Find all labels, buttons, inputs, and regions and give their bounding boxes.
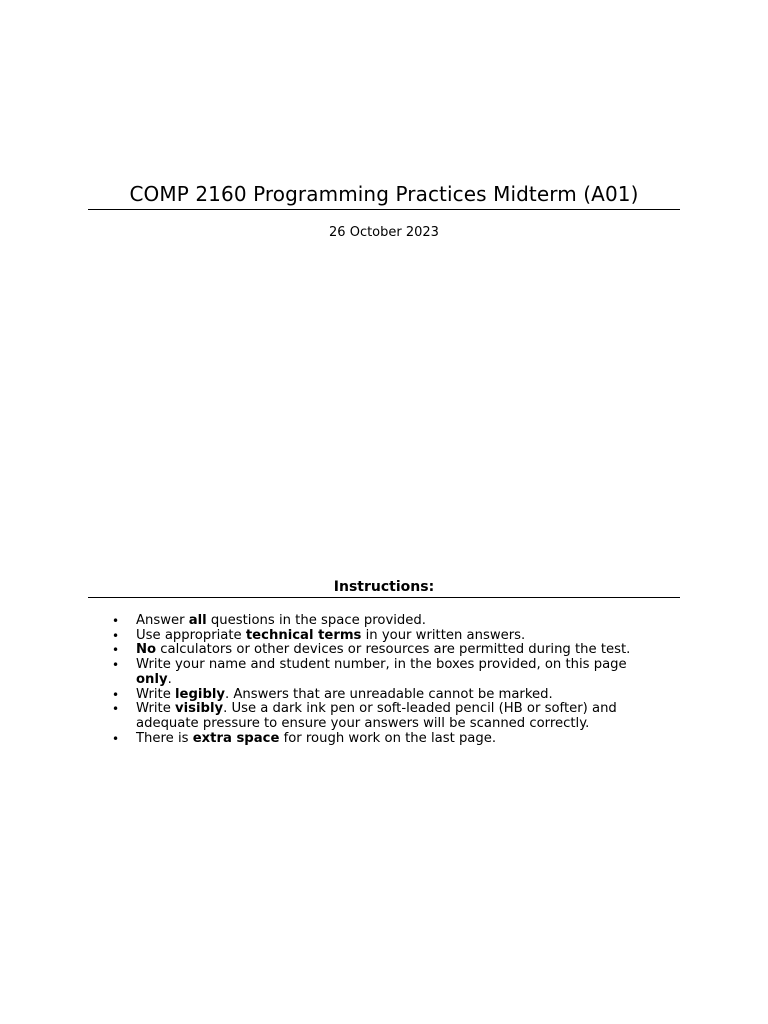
instructions-divider [88,597,680,598]
instruction-text: Write [136,686,176,702]
title-divider [88,209,680,210]
instruction-item [88,629,648,644]
instruction-text: Write [136,701,176,717]
instruction-emphasis: extra space [192,730,280,746]
instruction-item [88,688,648,703]
bullet-icon: • [112,658,120,673]
instruction-text: in your written answers. [361,627,526,643]
instruction-text: Answer [136,613,189,628]
instruction-emphasis: all [188,613,207,628]
bullet-icon: • [112,614,120,628]
instruction-item [88,643,648,658]
instruction-emphasis: visibly [175,701,224,717]
instruction-text: questions in the space provided. [206,613,426,628]
instruction-item [88,614,648,629]
page-title: COMP 2160 Programming Practices Midterm (A01) [129,182,639,206]
instructions-list [88,614,648,746]
instruction-emphasis: only [136,671,168,687]
bullet-icon: • [112,628,120,643]
instruction-emphasis: No [136,642,157,658]
bullet-icon: • [112,687,120,702]
instruction-text: Write your name and student number, in the boxes provided, on this page [136,657,627,673]
instructions-heading: Instructions: [333,579,435,595]
instruction-emphasis: technical terms [245,627,362,643]
instruction-text: . [167,671,172,687]
instruction-text: . Answers that are unreadable cannot be marked. [225,686,553,702]
instruction-text: calculators or other devices or resources are permitted during the test. [156,642,631,658]
instruction-text: Use appropriate [136,627,246,643]
instruction-emphasis: legibly [175,686,225,702]
bullet-icon: • [112,702,120,717]
instruction-text: . Use a dark ink pen or soft-leaded pencil (HB or softer) and adequate pressure to ensure your answers will be scanned correctly. [136,701,617,731]
instruction-item [88,702,648,731]
instruction-item [88,658,648,687]
instruction-text: There is [136,730,193,746]
bullet-icon: • [112,643,120,658]
exam-date: 26 October 2023 [329,225,439,240]
bullet-icon: • [112,731,120,746]
instruction-text: for rough work on the last page. [279,730,497,746]
instruction-item [88,732,648,747]
